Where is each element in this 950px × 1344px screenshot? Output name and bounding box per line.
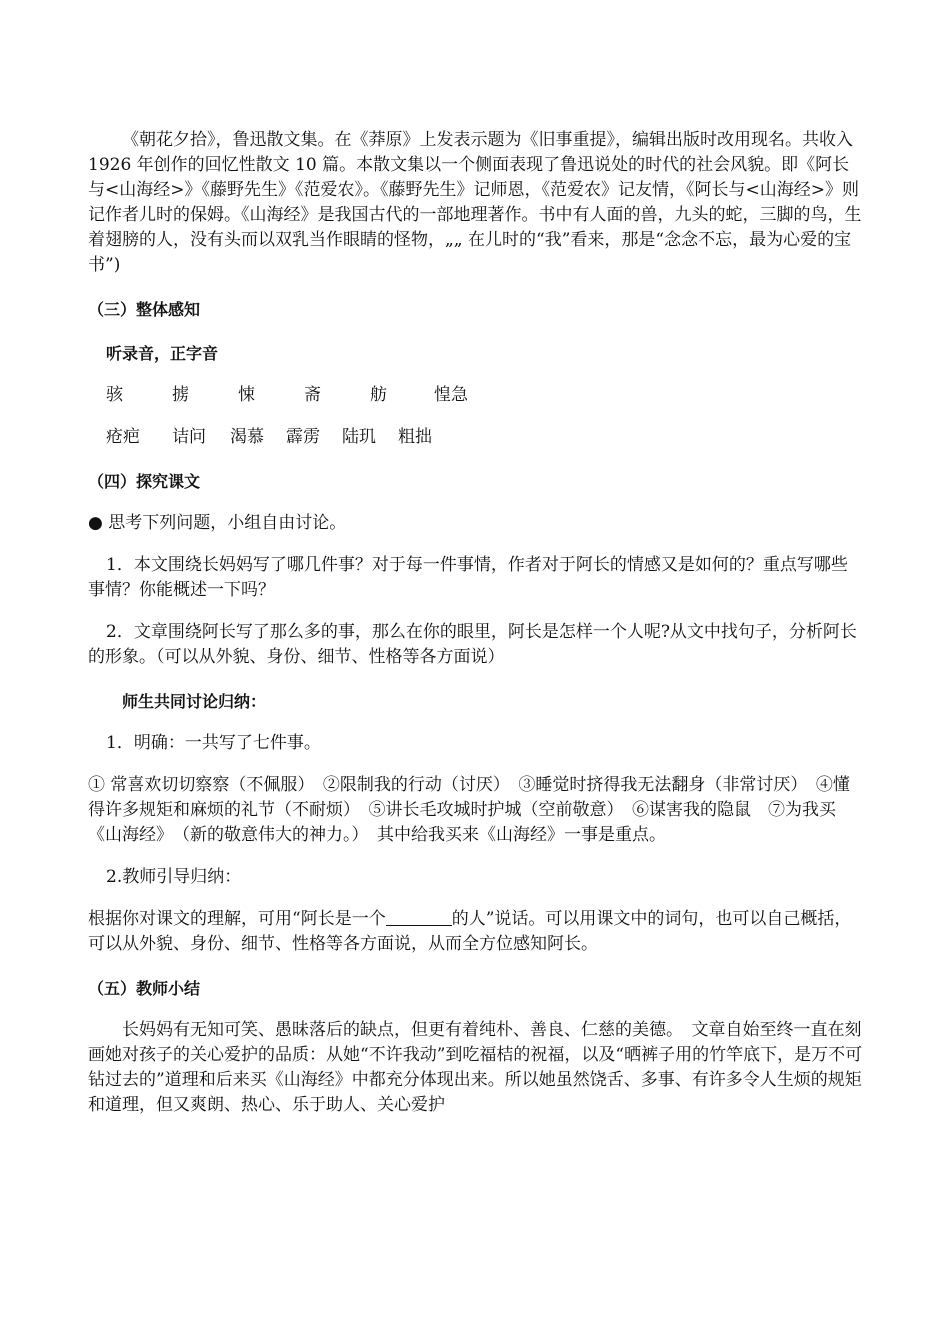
word: 疮疤 [106, 427, 140, 447]
word: 悚 [238, 385, 255, 405]
word: 骇 [106, 385, 123, 405]
intro-paragraph: 《朝花夕拾》，鲁迅散文集。在《莽原》上发表示题为《旧事重提》，编辑出版时改用现名。共收入 1926 年创作的回忆性散文 10 篇。本散文集以一个侧面表现了鲁迅说处的时代的社会风貌。即《阿长与<山海经>》《藤野先生》《范爱农》。《藤野先生》记师恩，《范爱农》记友情，《阿长与<山海经>》则记作者儿时的保姆。《山海经》是我国古代的一部地理著作。书中有人面的兽，九头的蛇，三脚的鸟，生着翅膀的人，没有头而以双乳当作眼睛的怪物，„„ 在儿时的“我”看来，那是“念念不忘，最为心爱的宝书”) [88, 130, 862, 275]
word-row-2 [88, 425, 864, 450]
discussion-bullet: ● 思考下列问题，小组自由讨论。 [88, 513, 347, 533]
word: 霹雳 [286, 427, 320, 447]
answer-2: 2.教师引导归纳： [106, 867, 242, 887]
word: 诘问 [172, 427, 206, 447]
word: 掳 [172, 385, 189, 405]
word: 惶急 [434, 385, 468, 405]
speaking-prompt [88, 907, 864, 957]
question-2: 2．文章围绕阿长写了那么多的事，那么在你的眼里，阿长是怎样一个人呢?从文中找句子，分析阿长的形象。（可以从外貌、身份、细节、性格等各方面说） [88, 622, 857, 667]
word: 舫 [370, 385, 387, 405]
section3-heading: （三）整体感知 [88, 300, 201, 319]
fill-blank [386, 907, 452, 926]
section4-heading: （四）探究课文 [88, 472, 201, 491]
section3-subheading: 听录音，正字音 [106, 344, 219, 363]
word: 斋 [304, 385, 321, 405]
summary-paragraph: 长妈妈有无知可笑、愚昧落后的缺点，但更有着纯朴、善良、仁慈的美德。 文章自始至终一直在刻画她对孩子的关心爱护的品质：从她“不许我动”到吃福桔的祝福，以及“晒裤子用的竹竿底下，是万不可钻过去的”道理和后来买《山海经》中都充分体现出来。所以她虽然饶舌、多事、有许多令人生烦的规矩和道理，但又爽朗、热心、乐于助人、关心爱护 [88, 1020, 863, 1115]
answer-1: 1．明确：一共写了七件事。 [106, 733, 321, 753]
summary-heading: 师生共同讨论归纳： [122, 692, 267, 711]
prompt-after: 的人”说话。可以用课文中的词句，也可以自己概括，可以从外貌、身份、细节、性格等各方面说，从而全方位感知阿长。 [88, 909, 852, 954]
word-row-1 [88, 383, 864, 408]
prompt-before: 根据你对课文的理解，可用“阿长是一个 [88, 909, 386, 929]
events-list: ① 常喜欢切切察察（不佩服） ②限制我的行动（讨厌） ③睡觉时挤得我无法翻身（非常讨厌） ④懂得许多规矩和麻烦的礼节（不耐烦） ⑤讲长毛攻城时护城（空前敬意） ⑥谋害我的隐鼠 ⑦为我买《山海经》 （新的敬意伟大的神力。） 其中给我买来《山海经》一事是重点。 [88, 775, 850, 845]
word: 陆玑 [342, 427, 376, 447]
question-1: 1．本文围绕长妈妈写了哪几件事？对于每一件事情，作者对于阿长的情感又是如何的？重点写哪些事情？你能概述一下吗？ [88, 555, 848, 600]
section5-heading: （五）教师小结 [88, 979, 201, 998]
word: 渴慕 [230, 427, 264, 447]
word: 粗拙 [398, 427, 432, 447]
